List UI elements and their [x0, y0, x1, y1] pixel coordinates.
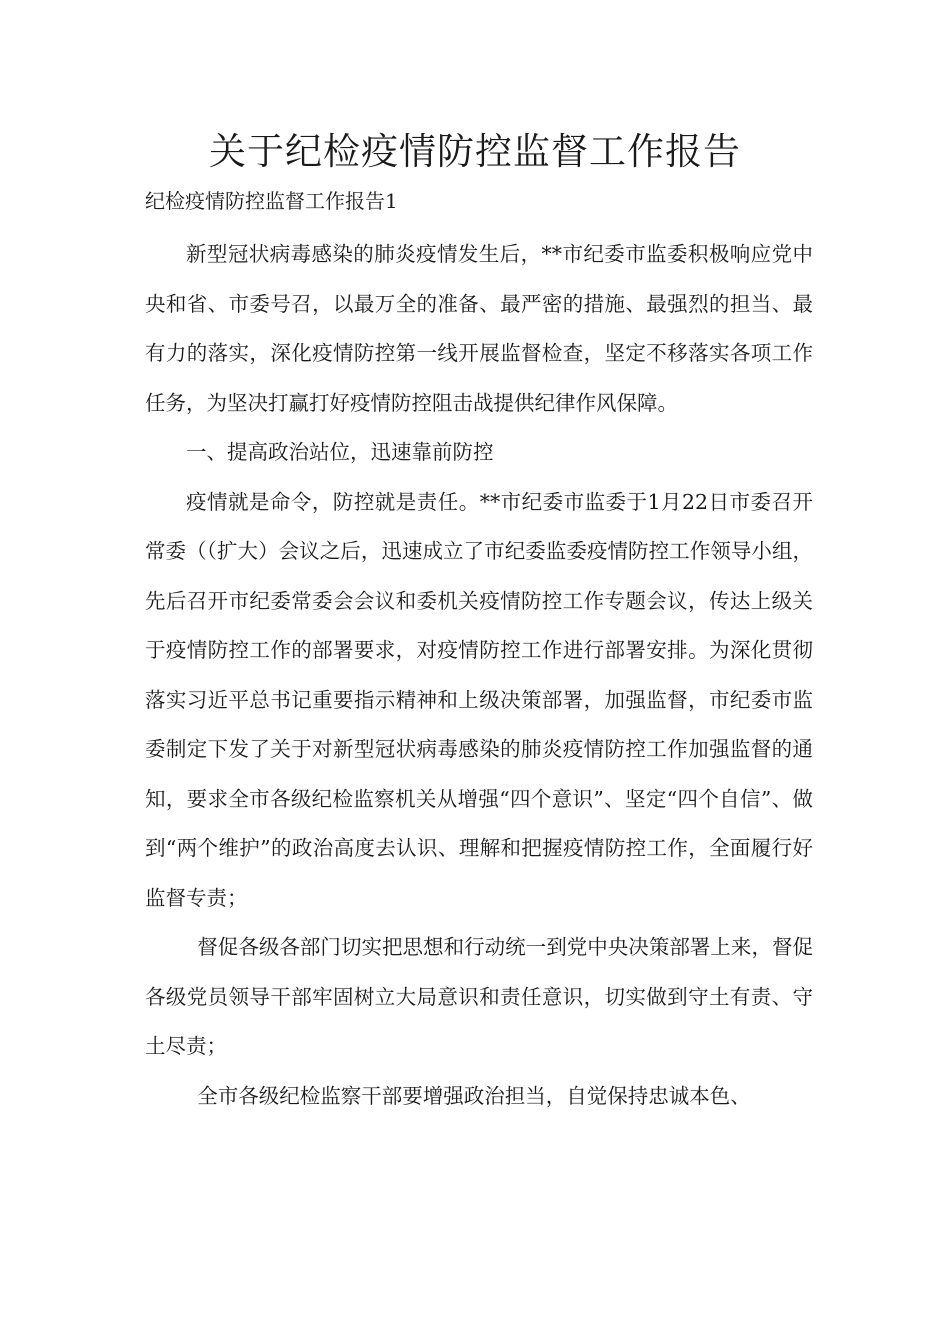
document-subtitle: 纪检疫情防控监督工作报告1 — [145, 189, 398, 213]
section-heading-1: 一、提高政治站位，迅速靠前防控 — [186, 440, 494, 464]
paragraph-intro: 新型冠状病毒感染的肺炎疫情发生后，**市纪委市监委积极响应党中央和省、市委号召，以最万全的准备、最严密的措施、最强烈的担当、最有力的落实，深化疫情防控第一线开展监督检查，坚定不移落实各项工作任务，为坚决打赢打好疫情防控阻击战提供纪律作风保障。 — [145, 242, 813, 415]
paragraph-section-1: 疫情就是命令，防控就是责任。**市纪委市监委于1月22日市委召开常委（（扩大）会议之后，迅速成立了市纪委监委疫情防控工作领导小组，先后召开市纪委常委会会议和委机关疫情防控工作专题会议，传达上级关于疫情防控工作的部署要求，对疫情防控工作进行部署安排。为深化贯彻落实习近平总书记重要指示精神和上级决策部署，加强监督，市纪委市监委制定下发了关于对新型冠状病毒感染的肺炎疫情防控工作加强监督的通知，要求全市各级纪检监察机关从增强“四个意识”、坚定“四个自信”、做到“两个维护”的政治高度去认识、理解和把握疫情防控工作，全面履行好监督专责； — [145, 489, 813, 910]
document-title: 关于纪检疫情防控监督工作报告 — [209, 130, 741, 173]
paragraph-supervise-departments: 督促各级各部门切实把思想和行动统一到党中央决策部署上来，督促各级党员领导干部牢固树立大局意识和责任意识，切实做到守土有责、守土尽责； — [145, 935, 813, 1058]
document-body — [145, 230, 813, 1121]
paragraph-cadres: 全市各级纪检监察干部要增强政治担当，自觉保持忠诚本色、 — [197, 1083, 751, 1108]
